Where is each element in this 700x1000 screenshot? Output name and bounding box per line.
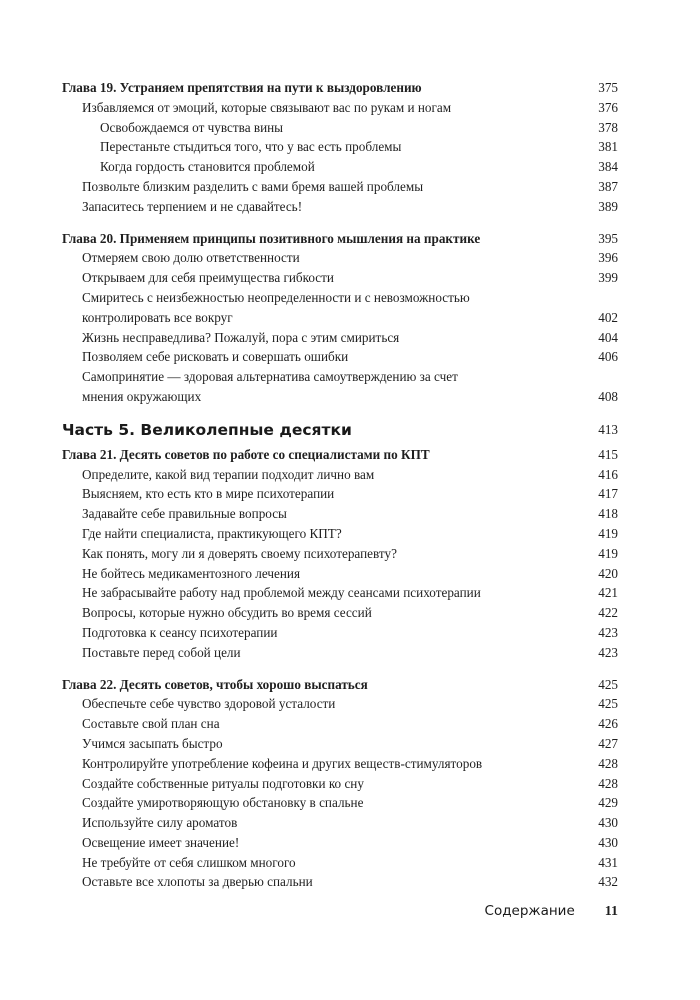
toc-entry-title	[62, 118, 582, 138]
part-heading	[62, 419, 618, 441]
toc-entry-line: контролировать все вокруг	[82, 309, 233, 325]
toc-entry-line: Открываем для себя преимущества гибкости	[82, 270, 334, 286]
toc-entry-page-number: 431	[598, 854, 618, 870]
toc-entry[interactable]	[62, 268, 618, 288]
toc-entry-title	[62, 465, 582, 485]
toc-entry-page-number: 418	[598, 506, 618, 522]
toc-entry-title	[62, 583, 582, 603]
toc-entry-page-number: 430	[598, 834, 618, 850]
chapter-title: Глава 20. Применяем принципы позитивного мышления на практике	[62, 230, 481, 246]
toc-entry-line: Определите, какой вид терапии подходит лично вам	[82, 466, 375, 482]
toc-entry-title	[62, 793, 582, 813]
toc-entry-page-number: 408	[598, 388, 618, 404]
toc-entry-page-number: 419	[598, 525, 618, 541]
chapter-block	[62, 675, 618, 893]
toc-entry-page-number: 423	[598, 644, 618, 660]
toc-entry-page-number: 429	[598, 795, 618, 811]
toc-entry-title	[62, 347, 582, 367]
toc-entry-page-number: 396	[598, 250, 618, 266]
toc-entry-page-number: 426	[598, 716, 618, 732]
toc-entry-title	[62, 268, 582, 288]
toc-entry-line: Где найти специалиста, практикующего КПТ?	[82, 525, 342, 541]
toc-entry-title	[62, 853, 582, 873]
part-page-number: 413	[598, 421, 618, 437]
toc-entry-title	[62, 504, 582, 524]
toc-entry-page-number: 427	[598, 735, 618, 751]
toc-entry-page-number: 432	[598, 874, 618, 890]
toc-entry-line: Смиритесь с неизбежностью неопределенности и с невозможностью	[82, 289, 470, 305]
toc-entry[interactable]	[62, 98, 618, 118]
toc-entry[interactable]	[62, 714, 618, 734]
toc-entry-title	[62, 544, 582, 564]
toc-entry-page-number: 381	[598, 139, 618, 155]
toc-entry-title	[62, 484, 582, 504]
toc-entry-page-number: 421	[598, 585, 618, 601]
toc-entry-line: Запаситесь терпением и не сдавайтесь!	[82, 198, 303, 214]
toc-entry-title	[62, 288, 582, 328]
toc-entry-title	[62, 248, 582, 268]
toc-entry-title	[62, 367, 582, 407]
toc-entry-line: Когда гордость становится проблемой	[100, 159, 315, 175]
toc-entry-title	[62, 564, 582, 584]
toc-entry-title	[62, 833, 582, 853]
toc-entry-title	[62, 98, 582, 118]
chapter-heading[interactable]	[62, 78, 618, 98]
toc-entry-title	[62, 714, 582, 734]
toc-entry-line: Создайте собственные ритуалы подготовки ко сну	[82, 775, 364, 791]
toc-entry-title	[62, 813, 582, 833]
chapter-title: Глава 22. Десять советов, чтобы хорошо выспаться	[62, 676, 368, 692]
toc-entry[interactable]	[62, 367, 618, 407]
toc-entry[interactable]	[62, 504, 618, 524]
toc-entry[interactable]	[62, 734, 618, 754]
footer-section-title: Содержание	[484, 903, 575, 919]
toc-entry-line: Как понять, могу ли я доверять своему психотерапевту?	[82, 545, 397, 561]
toc-entry-page-number: 417	[598, 486, 618, 502]
toc-entry-line: Составьте свой план сна	[82, 716, 220, 732]
toc-entry[interactable]	[62, 583, 618, 603]
toc-entry[interactable]	[62, 328, 618, 348]
toc-entry-line: Отмеряем свою долю ответственности	[82, 250, 300, 266]
toc-entry-line: Не бойтесь медикаментозного лечения	[82, 565, 301, 581]
toc-entry-title	[62, 603, 582, 623]
page-number: 11	[604, 904, 618, 919]
chapter-title: Глава 19. Устраняем препятствия на пути к выздоровлению	[62, 80, 422, 95]
toc-entry-page-number: 389	[598, 198, 618, 214]
chapter-heading[interactable]	[62, 675, 618, 695]
toc-entry[interactable]	[62, 137, 618, 157]
table-of-contents	[62, 78, 618, 904]
toc-entry-title	[62, 623, 582, 643]
toc-entry-page-number: 384	[598, 159, 618, 175]
toc-entry-title	[62, 157, 582, 177]
toc-entry-line: Не требуйте от себя слишком многого	[82, 854, 296, 870]
toc-entry-page-number: 428	[598, 755, 618, 771]
toc-entry-page-number: 428	[598, 775, 618, 791]
toc-entry-line: Перестаньте стыдиться того, что у вас есть проблемы	[100, 139, 402, 155]
toc-entry-title	[62, 177, 582, 197]
toc-entry[interactable]	[62, 833, 618, 853]
toc-entry[interactable]	[62, 118, 618, 138]
toc-entry-title	[62, 754, 582, 774]
toc-entry-page-number: 399	[598, 270, 618, 286]
toc-entry-page-number: 402	[598, 309, 618, 325]
toc-entry-title	[62, 774, 582, 794]
toc-entry[interactable]	[62, 774, 618, 794]
chapter-block	[62, 78, 618, 217]
toc-entry-title	[62, 643, 582, 663]
toc-entry[interactable]	[62, 465, 618, 485]
toc-entry[interactable]	[62, 623, 618, 643]
toc-entry[interactable]	[62, 288, 618, 328]
toc-entry[interactable]	[62, 484, 618, 504]
toc-entry-page-number: 387	[598, 178, 618, 194]
toc-entry-title	[62, 137, 582, 157]
toc-entry[interactable]	[62, 872, 618, 892]
chapter-page-number: 375	[598, 80, 618, 95]
toc-entry-page-number: 416	[598, 466, 618, 482]
toc-entry-line: Контролируйте употребление кофеина и других веществ-стимуляторов	[82, 755, 483, 771]
toc-entry[interactable]	[62, 544, 618, 564]
toc-entry-page-number: 419	[598, 545, 618, 561]
toc-entry-line: Освещение имеет значение!	[82, 834, 240, 850]
toc-entry-line: Освобождаемся от чувства вины	[100, 119, 284, 135]
chapter-block	[62, 229, 618, 407]
chapter-page-number: 395	[598, 230, 618, 246]
toc-entry-line: Жизнь несправедлива? Пожалуй, пора с этим смириться	[82, 329, 400, 345]
chapter-heading[interactable]	[62, 445, 618, 465]
toc-entry[interactable]	[62, 603, 618, 623]
part-title: Часть 5. Великолепные десятки	[62, 420, 352, 439]
toc-entry[interactable]	[62, 347, 618, 367]
toc-entry-line: Избавляемся от эмоций, которые связывают вас по рукам и ногам	[82, 99, 452, 115]
toc-entry-title	[62, 524, 582, 544]
toc-entry-title	[62, 872, 582, 892]
chapter-page-number: 415	[598, 446, 618, 462]
toc-entry[interactable]	[62, 197, 618, 217]
toc-entry-page-number: 422	[598, 605, 618, 621]
toc-entry[interactable]	[62, 524, 618, 544]
toc-entry-line: Не забрасывайте работу над проблемой между сеансами психотерапии	[82, 585, 481, 601]
toc-entry-line: Поставьте перед собой цели	[82, 644, 241, 660]
toc-entry-line: Самопринятие — здоровая альтернатива самоутверждению за счет	[82, 369, 458, 385]
chapter-block	[62, 445, 618, 663]
toc-entry[interactable]	[62, 793, 618, 813]
toc-entry[interactable]	[62, 813, 618, 833]
toc-entry-line: Выясняем, кто есть кто в мире психотерапии	[82, 486, 335, 502]
toc-entry[interactable]	[62, 564, 618, 584]
toc-entry-line: Создайте умиротворяющую обстановку в спальне	[82, 795, 364, 811]
toc-entry-line: Оставьте все хлопоты за дверью спальни	[82, 874, 313, 890]
toc-entry[interactable]	[62, 694, 618, 714]
toc-entry-title	[62, 197, 582, 217]
toc-entry-page-number: 376	[598, 99, 618, 115]
toc-entry[interactable]	[62, 248, 618, 268]
toc-entry-line: Позволяем себе рисковать и совершать ошибки	[82, 349, 349, 365]
chapter-page-number: 425	[598, 676, 618, 692]
toc-entry-page-number: 378	[598, 119, 618, 135]
toc-entry-line: мнения окружающих	[82, 388, 202, 404]
toc-entry-page-number: 404	[598, 329, 618, 345]
toc-entry-line: Вопросы, которые нужно обсудить во время сессий	[82, 605, 372, 621]
chapter-title: Глава 21. Десять советов по работе со специалистами по КПТ	[62, 446, 430, 462]
toc-entry-line: Обеспечьте себе чувство здоровой усталости	[82, 696, 336, 712]
toc-entry-page-number: 420	[598, 565, 618, 581]
toc-entry-line: Подготовка к сеансу психотерапии	[82, 624, 278, 640]
toc-entry[interactable]	[62, 157, 618, 177]
toc-entry-page-number: 406	[598, 349, 618, 365]
toc-entry[interactable]	[62, 643, 618, 663]
toc-entry-page-number: 425	[598, 696, 618, 712]
toc-entry-page-number: 430	[598, 815, 618, 831]
toc-entry[interactable]	[62, 853, 618, 873]
toc-entry-line: Задавайте себе правильные вопросы	[82, 506, 287, 522]
toc-entry-line: Используйте силу ароматов	[82, 815, 238, 831]
toc-entry-line: Позвольте близким разделить с вами бремя вашей проблемы	[82, 178, 424, 194]
toc-entry-title	[62, 328, 582, 348]
toc-entry[interactable]	[62, 754, 618, 774]
toc-entry[interactable]	[62, 177, 618, 197]
toc-entry-page-number: 423	[598, 624, 618, 640]
page-footer	[485, 903, 618, 920]
toc-entry-title	[62, 734, 582, 754]
chapter-heading[interactable]	[62, 229, 618, 249]
toc-entry-line: Учимся засыпать быстро	[82, 735, 223, 751]
toc-entry-title	[62, 694, 582, 714]
